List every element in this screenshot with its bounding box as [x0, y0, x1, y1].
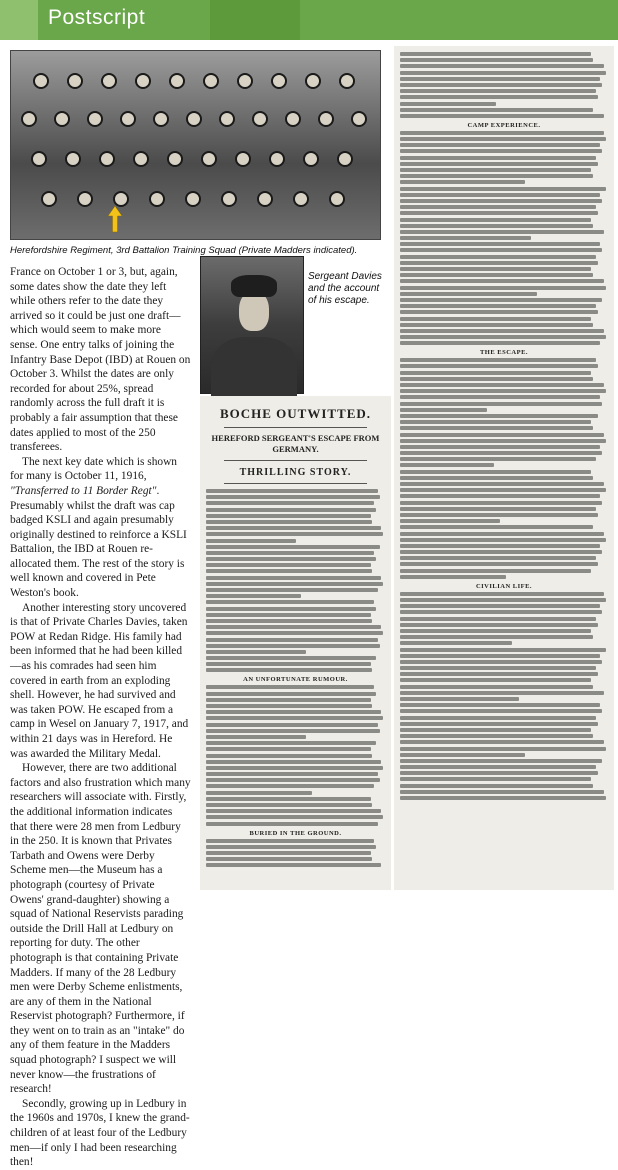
- clipping-text-line: [206, 685, 374, 689]
- clipping-text-line: [400, 402, 602, 406]
- clipping-text-line: [400, 358, 596, 362]
- clipping-text-line: [206, 845, 376, 849]
- clipping-text-line: [400, 623, 598, 627]
- clipping-text-line: [206, 625, 381, 629]
- soldier-figure: [203, 73, 219, 89]
- clipping-text-line: [400, 562, 598, 566]
- clipping-text-line: [400, 544, 600, 548]
- clipping-text-line: [400, 414, 598, 418]
- clipping-text-line: [206, 501, 374, 505]
- clipping-text-line: [400, 218, 591, 222]
- soldier-figure: [185, 191, 201, 207]
- clipping-text-line: [400, 697, 519, 701]
- soldier-figure: [201, 151, 217, 167]
- clipping-text-line: [400, 364, 598, 368]
- clipping-section-heading: CAMP EXPERIENCE.: [467, 121, 541, 129]
- clipping-text-line: [400, 569, 591, 573]
- clipping-text-line: [206, 607, 376, 611]
- clipping-text-line: [400, 267, 591, 271]
- clipping-text-line: [206, 631, 383, 635]
- clipping-text-line: [206, 857, 372, 861]
- clipping-text-line: [206, 557, 376, 561]
- clipping-text-line: [400, 236, 531, 240]
- article-body: [10, 265, 191, 1170]
- clipping-text-line: [206, 495, 380, 499]
- clipping-text-line: [206, 600, 374, 604]
- clipping-text-line: [206, 644, 380, 648]
- article-paragraph: However, there are two additional factors and also frustration which many researchers will associate with. Firstly, the additional information indicates that there were 28 men from Ledbury in the 250. It is known that Privates Tarbath and Owens were Derby Scheme men—the Museum has a photograph (courtesy of Private Owens' grand-daughter) showing a squad of National Reservists parading outside the Drill Hall at Ledbury on reporting for duty. The other photograph is that containing Private Madders. If many of the 28 Ledbury men were Derby Scheme enlistments, are any of them in the National Reservist photograph? Furthermore, if they went on to train as an "intake" do any of them feature in the Madders squad photograph? I suspect we will never know—the frustrations of research!: [10, 762, 191, 1096]
- clipping-section-heading: THE ESCAPE.: [479, 349, 529, 357]
- clipping-text-line: [400, 433, 604, 437]
- clipping-text-line: [400, 703, 600, 707]
- clipping-text-line: [400, 716, 596, 720]
- clipping-text-line: [400, 439, 606, 443]
- clipping-text-line: [206, 822, 378, 826]
- clipping-text-line: [206, 766, 383, 770]
- clipping-text-line: [400, 482, 604, 486]
- soldier-figure: [285, 111, 301, 127]
- clipping-text-line: [400, 273, 593, 277]
- clipping-text-line: [400, 451, 602, 455]
- clipping-text-line: [400, 604, 600, 608]
- clipping-text-line: [206, 619, 372, 623]
- clipping-text-line: [206, 569, 372, 573]
- clipping-text-line: [400, 796, 606, 800]
- soldier-figure: [293, 191, 309, 207]
- clipping-text-line: [206, 551, 374, 555]
- clipping-text-line: [400, 162, 598, 166]
- clipping-text-line: [400, 71, 606, 75]
- clipping-text-line: [400, 519, 500, 523]
- soldier-figure: [271, 73, 287, 89]
- soldier-figure: [351, 111, 367, 127]
- clipping-subhead: HEREFORD SERGEANT'S ESCAPE FROM GERMANY.: [211, 433, 380, 454]
- clipping-text-line: [206, 545, 380, 549]
- soldier-figure: [31, 151, 47, 167]
- clipping-text-line: [400, 728, 591, 732]
- clipping-text-line: [206, 668, 372, 672]
- clipping-text-line: [400, 747, 606, 751]
- clipping-text-line: [206, 863, 381, 867]
- clipping-text-block: [394, 131, 614, 345]
- clipping-subhead-2: THRILLING STORY.: [239, 467, 352, 478]
- soldier-figure: [337, 151, 353, 167]
- clipping-text-line: [400, 629, 591, 633]
- clipping-text-line: [400, 476, 593, 480]
- newspaper-clipping-continued: [394, 46, 614, 890]
- clipping-text-line: [400, 538, 606, 542]
- clipping-text-line: [400, 248, 602, 252]
- clipping-text-line: [400, 722, 598, 726]
- clipping-rule: [224, 427, 367, 428]
- clipping-text-line: [206, 594, 301, 598]
- clipping-text-line: [400, 279, 604, 283]
- soldier-figure: [33, 73, 49, 89]
- clipping-text-line: [400, 753, 525, 757]
- clipping-text-line: [400, 494, 600, 498]
- clipping-text-line: [206, 778, 380, 782]
- soldier-figure: [329, 191, 345, 207]
- soldier-figure: [67, 73, 83, 89]
- clipping-text-line: [400, 691, 604, 695]
- clipping-rule: [224, 460, 367, 461]
- clipping-text-line: [400, 445, 600, 449]
- clipping-text-line: [400, 488, 606, 492]
- clipping-text-line: [400, 777, 591, 781]
- sergeant-portrait: [200, 256, 304, 394]
- clipping-text-line: [206, 650, 306, 654]
- clipping-text-line: [400, 672, 598, 676]
- clipping-text-line: [206, 692, 376, 696]
- clipping-text-line: [206, 723, 378, 727]
- article-paragraph: France on October 1 or 3, but, again, some dates show the date they left while others refer to the date they arrived so it could be just one draft—which would seem to make more sense. One entry talks of joining the Infantry Base Depot (IBD) at Rouen on October 3. Whilst the dates are only recorded for about 25%, spread randomly across the full draft it is probably a fair assumption that these dates applied to most of the 250 transferees.: [10, 266, 191, 454]
- clipping-text-line: [206, 791, 312, 795]
- clipping-text-line: [206, 839, 374, 843]
- clipping-text-line: [206, 716, 383, 720]
- clipping-text-line: [400, 261, 598, 265]
- clipping-text-line: [206, 532, 383, 536]
- clipping-section-heading: CIVILIAN LIFE.: [475, 582, 533, 590]
- clipping-text-line: [400, 457, 596, 461]
- clipping-text-line: [400, 463, 494, 467]
- clipping-text-line: [400, 156, 596, 160]
- clipping-text-line: [206, 851, 371, 855]
- clipping-text-line: [400, 323, 593, 327]
- clipping-text-line: [400, 52, 591, 56]
- soldier-figure: [339, 73, 355, 89]
- soldier-figure: [318, 111, 334, 127]
- clipping-text-line: [400, 790, 604, 794]
- clipping-text-line: [400, 556, 596, 560]
- soldier-figure: [77, 191, 93, 207]
- clipping-text-line: [206, 508, 376, 512]
- clipping-text-line: [400, 95, 598, 99]
- clipping-text-line: [400, 408, 487, 412]
- clipping-text-line: [400, 211, 598, 215]
- clipping-text-line: [400, 187, 606, 191]
- clipping-text-line: [400, 168, 591, 172]
- clipping-text-line: [206, 747, 371, 751]
- soldier-figure: [99, 151, 115, 167]
- clipping-text-line: [400, 114, 604, 118]
- clipping-text-line: [400, 310, 598, 314]
- clipping-text-line: [400, 292, 537, 296]
- soldier-figure: [120, 111, 136, 127]
- clipping-text-line: [400, 654, 600, 658]
- clipping-text-line: [400, 131, 604, 135]
- clipping-text-line: [400, 765, 596, 769]
- clipping-text-line: [400, 83, 602, 87]
- clipping-text-line: [206, 539, 296, 543]
- clipping-text-line: [400, 759, 602, 763]
- clipping-text-line: [400, 383, 604, 387]
- clipping-text-line: [206, 797, 371, 801]
- clipping-text-line: [206, 784, 374, 788]
- clipping-text-line: [400, 507, 596, 511]
- clipping-text-line: [400, 108, 593, 112]
- clipping-text-line: [400, 575, 506, 579]
- article-paragraph: Secondly, growing up in Ledbury in the 1960s and 1970s, I knew the grand-children of at least four of the Ledbury men—if only I had been researching then!: [10, 1097, 190, 1169]
- clipping-text-line: [400, 193, 600, 197]
- soldier-figure: [21, 111, 37, 127]
- clipping-text-line: [400, 771, 598, 775]
- clipping-text-line: [400, 648, 606, 652]
- clipping-text-line: [206, 662, 371, 666]
- soldier-figure: [303, 151, 319, 167]
- clipping-text-line: [206, 815, 383, 819]
- clipping-text-line: [206, 656, 376, 660]
- section-header: [0, 0, 618, 40]
- clipping-text-line: [400, 224, 593, 228]
- soldier-figure: [113, 191, 129, 207]
- soldier-figure: [65, 151, 81, 167]
- clipping-text-line: [400, 230, 604, 234]
- clipping-text-line: [400, 550, 602, 554]
- soldier-figure: [149, 191, 165, 207]
- clipping-text-line: [400, 304, 596, 308]
- soldier-figure: [153, 111, 169, 127]
- portrait-face: [239, 291, 269, 331]
- arrow-up-icon: [108, 206, 122, 232]
- clipping-text-line: [400, 666, 596, 670]
- article-paragraph: Another interesting story uncovered is that of Private Charles Davies, taken POW at Redan Ridge. His family had been informed that he had been killed—as his comrades had seen him covered in earth from an exploding shell. However, he had survived and was taken POW. He escaped from a camp in Wesel on January 7, 1917, and within 21 days was in Hereford. He was awarded the Military Medal.: [10, 601, 189, 760]
- clipping-text-line: [400, 205, 596, 209]
- clipping-text-line: [400, 329, 604, 333]
- clipping-text-line: [206, 729, 380, 733]
- clipping-text-line: [400, 395, 600, 399]
- clipping-text-line: [400, 513, 598, 517]
- clipping-text-block: [200, 685, 391, 825]
- clipping-text-line: [206, 803, 372, 807]
- clipping-text-line: [400, 592, 604, 596]
- clipping-text-line: [400, 426, 593, 430]
- clipping-text-line: [400, 102, 496, 106]
- clipping-text-line: [400, 298, 602, 302]
- soldier-figure: [221, 191, 237, 207]
- clipping-text-line: [400, 143, 600, 147]
- clipping-text-line: [400, 660, 602, 664]
- clipping-section-heading: AN UNFORTUNATE RUMOUR.: [243, 676, 348, 684]
- clipping-text-line: [400, 389, 606, 393]
- clipping-text-line: [400, 532, 604, 536]
- group-photo-caption: Herefordshire Regiment, 3rd Battalion Training Squad (Private Madders indicated).: [10, 245, 358, 256]
- clipping-text-line: [206, 582, 383, 586]
- clipping-text-line: [400, 377, 593, 381]
- clipping-text-line: [206, 741, 376, 745]
- clipping-text-block: [394, 592, 614, 800]
- clipping-text-line: [400, 685, 593, 689]
- header-band-left: [0, 0, 38, 40]
- clipping-text-block: [394, 358, 614, 579]
- soldier-figure: [237, 73, 253, 89]
- clipping-text-line: [206, 698, 371, 702]
- newspaper-clipping-escape: [200, 396, 391, 890]
- clipping-text-line: [400, 635, 593, 639]
- clipping-text-line: [400, 286, 606, 290]
- section-title: Postscript: [48, 6, 146, 29]
- article-paragraph: [10, 455, 191, 601]
- clipping-text-line: [206, 760, 381, 764]
- clipping-text-line: [206, 526, 381, 530]
- clipping-text-line: [206, 710, 381, 714]
- group-photo: [10, 50, 381, 240]
- clipping-text-line: [206, 563, 371, 567]
- clipping-text-line: [206, 735, 306, 739]
- clipping-text-block: [200, 839, 391, 868]
- clipping-text-line: [400, 199, 602, 203]
- clipping-text-line: [400, 709, 602, 713]
- soldier-figure: [133, 151, 149, 167]
- soldier-figure: [305, 73, 321, 89]
- clipping-text-line: [400, 598, 606, 602]
- clipping-text-line: [400, 174, 593, 178]
- clipping-text-line: [400, 77, 600, 81]
- soldier-figure: [87, 111, 103, 127]
- portrait-cap: [231, 275, 277, 297]
- clipping-text-line: [400, 242, 600, 246]
- clipping-text-line: [400, 610, 602, 614]
- soldier-figure: [135, 73, 151, 89]
- soldier-figure: [101, 73, 117, 89]
- clipping-text-line: [206, 588, 378, 592]
- soldier-figure: [257, 191, 273, 207]
- clipping-text-line: [400, 137, 606, 141]
- clipping-text-line: [400, 89, 596, 93]
- soldier-figure: [54, 111, 70, 127]
- clipping-text-line: [400, 420, 591, 424]
- soldier-figure: [41, 191, 57, 207]
- clipping-text-line: [400, 470, 591, 474]
- clipping-text-line: [400, 341, 600, 345]
- soldier-figure: [167, 151, 183, 167]
- soldier-figure: [269, 151, 285, 167]
- clipping-text-line: [206, 638, 378, 642]
- clipping-text-line: [400, 180, 525, 184]
- clipping-text-line: [400, 678, 591, 682]
- soldier-figure: [235, 151, 251, 167]
- clipping-headline: BOCHE OUTWITTED.: [219, 406, 372, 421]
- clipping-text-line: [400, 335, 606, 339]
- clipping-text-line: [400, 317, 591, 321]
- clipping-text-line: [400, 58, 593, 62]
- clipping-text-line: [400, 525, 593, 529]
- clipping-text-line: [400, 740, 604, 744]
- soldier-figure: [219, 111, 235, 127]
- clipping-text-line: [400, 149, 602, 153]
- article-quote: "Transferred to 11 Border Regt": [10, 484, 157, 497]
- clipping-text-block: [200, 489, 391, 672]
- clipping-text-line: [206, 576, 381, 580]
- clipping-text-line: [400, 617, 596, 621]
- clipping-text-line: [400, 501, 602, 505]
- clipping-text-line: [206, 754, 372, 758]
- article-text: . Presumably whilst the draft was cap badged KSLI and again presumably originally destined to reinforce a KSLI Battalion, the IBD at Rouen re-allocated them. The rest of the story is well known and covered in Pete Weston's book.: [10, 484, 187, 600]
- clipping-text-line: [206, 520, 372, 524]
- soldier-figure: [252, 111, 268, 127]
- soldier-figure: [186, 111, 202, 127]
- clipping-text-line: [206, 514, 371, 518]
- clipping-text-line: [400, 255, 596, 259]
- soldier-figure: [169, 73, 185, 89]
- header-band-mid: [210, 0, 300, 40]
- clipping-section-heading: BURIED IN THE GROUND.: [249, 829, 342, 837]
- clipping-text-line: [206, 809, 381, 813]
- sergeant-caption: Sergeant Davies and the account of his escape.: [308, 271, 382, 306]
- clipping-text-line: [400, 64, 604, 68]
- clipping-text-line: [400, 784, 593, 788]
- clipping-text-line: [400, 641, 512, 645]
- clipping-text-line: [400, 734, 593, 738]
- clipping-text-line: [206, 704, 372, 708]
- clipping-text-line: [206, 772, 378, 776]
- clipping-rule: [224, 483, 367, 484]
- article-text: The next key date which is shown for many is October 11, 1916,: [10, 455, 178, 483]
- clipping-text-block: [394, 46, 614, 118]
- clipping-text-line: [206, 613, 371, 617]
- clipping-text-line: [206, 489, 378, 493]
- clipping-text-line: [400, 371, 591, 375]
